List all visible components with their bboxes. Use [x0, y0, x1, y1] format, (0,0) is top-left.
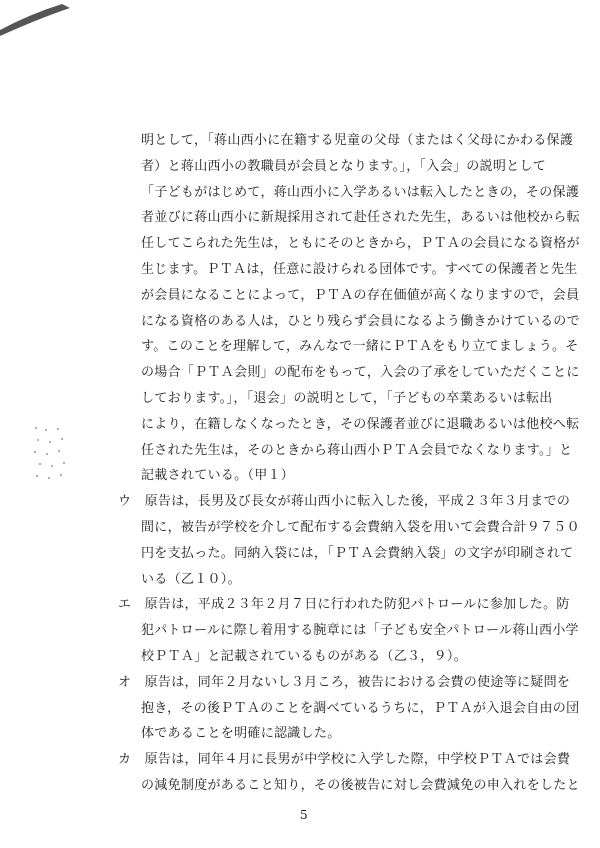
scan-dot-marks — [32, 424, 72, 484]
text-line-2: 者）と蒋山西小の教職員が会員となります。」，「入会」の説明として — [141, 159, 547, 174]
text-line-26: の減免制度があること知り，その後被告に対し会費減免の申入れをしたと — [141, 778, 580, 793]
text-line-18: いる（乙１０）。 — [141, 572, 241, 587]
text-line-7: が会員になることによって，ＰＴＡの存在価値が高くなりますので，会員 — [141, 288, 580, 303]
text-line-13: 任された先生は，そのときから蒋山西小ＰＴＡ会員でなくなります。」と — [141, 443, 573, 458]
text-line-5: 任してこられた先生は，ともにそのときから，ＰＴＡの会員になる資格が — [141, 236, 580, 251]
text-line-19: エ 原告は，平成２３年２月７日に行われた防犯パトロールに参加した。防 — [118, 597, 570, 612]
text-line-10: の場合「ＰＴＡ会則」の配布をもって，入会の了承をしていただくことに — [141, 365, 580, 380]
text-line-17: 円を支払った。同納入袋には，「ＰＴＡ会費納入袋」の文字が印刷されて — [141, 546, 574, 561]
text-line-24: 体であることを明確に認識した。 — [141, 726, 341, 741]
text-line-11: しております。」，「退会」の説明として，「子どもの卒業あるいは転出 — [141, 391, 553, 406]
text-line-23: 抱き，その後ＰＴＡのことを調べているうちに，ＰＴＡが入退会自由の団 — [141, 701, 580, 716]
text-line-12: により，在籍しなくなったとき，その保護者並びに退職あるいは他校へ転 — [141, 417, 580, 432]
text-line-4: 者並びに蒋山西小に新規採用されて赴任された先生，あるいは他校から転 — [141, 210, 580, 225]
text-line-1: 明として，「蒋山西小に在籍する児童の父母（またはく父母にかわる保護 — [141, 133, 574, 148]
text-line-8: になる資格のある人は，ひとり残らず会員になるよう働きかけているので — [141, 314, 580, 329]
text-line-20: 犯パトロールに際し着用する腕章には「子ども安全パトロール蒋山西小学 — [141, 623, 579, 638]
text-line-3: 「子どもがはじめて，蒋山西小に入学あるいは転入したときの，その保護 — [141, 185, 580, 200]
text-line-25: カ 原告は，同年４月に長男が中学校に入学した際，中学校ＰＴＡでは会費 — [118, 752, 571, 767]
page-number: 5 — [300, 808, 308, 822]
text-line-15: ウ 原告は，長男及び長女が蒋山西小に転入した後，平成２３年３月までの — [118, 494, 571, 509]
text-line-9: す。このことを理解して，みんなで一緒にＰＴＡをもり立てましょう。そ — [141, 339, 579, 354]
text-line-22: オ 原告は，同年２月ないし３月ころ，被告における会費の使途等に疑問を — [118, 675, 571, 690]
scan-corner-mark — [0, 0, 120, 40]
text-line-16: 間に，被告が学校を介して配布する会費納入袋を用いて会費合計９７５０ — [141, 520, 580, 535]
text-line-6: 生じます。ＰＴＡは，任意に設けられる団体です。すべての保護者と先生 — [141, 262, 578, 277]
text-line-14: 記載されている。（甲１） — [141, 468, 295, 483]
text-line-21: 校ＰＴＡ」と記載されているものがある（乙３，９）。 — [141, 649, 468, 664]
